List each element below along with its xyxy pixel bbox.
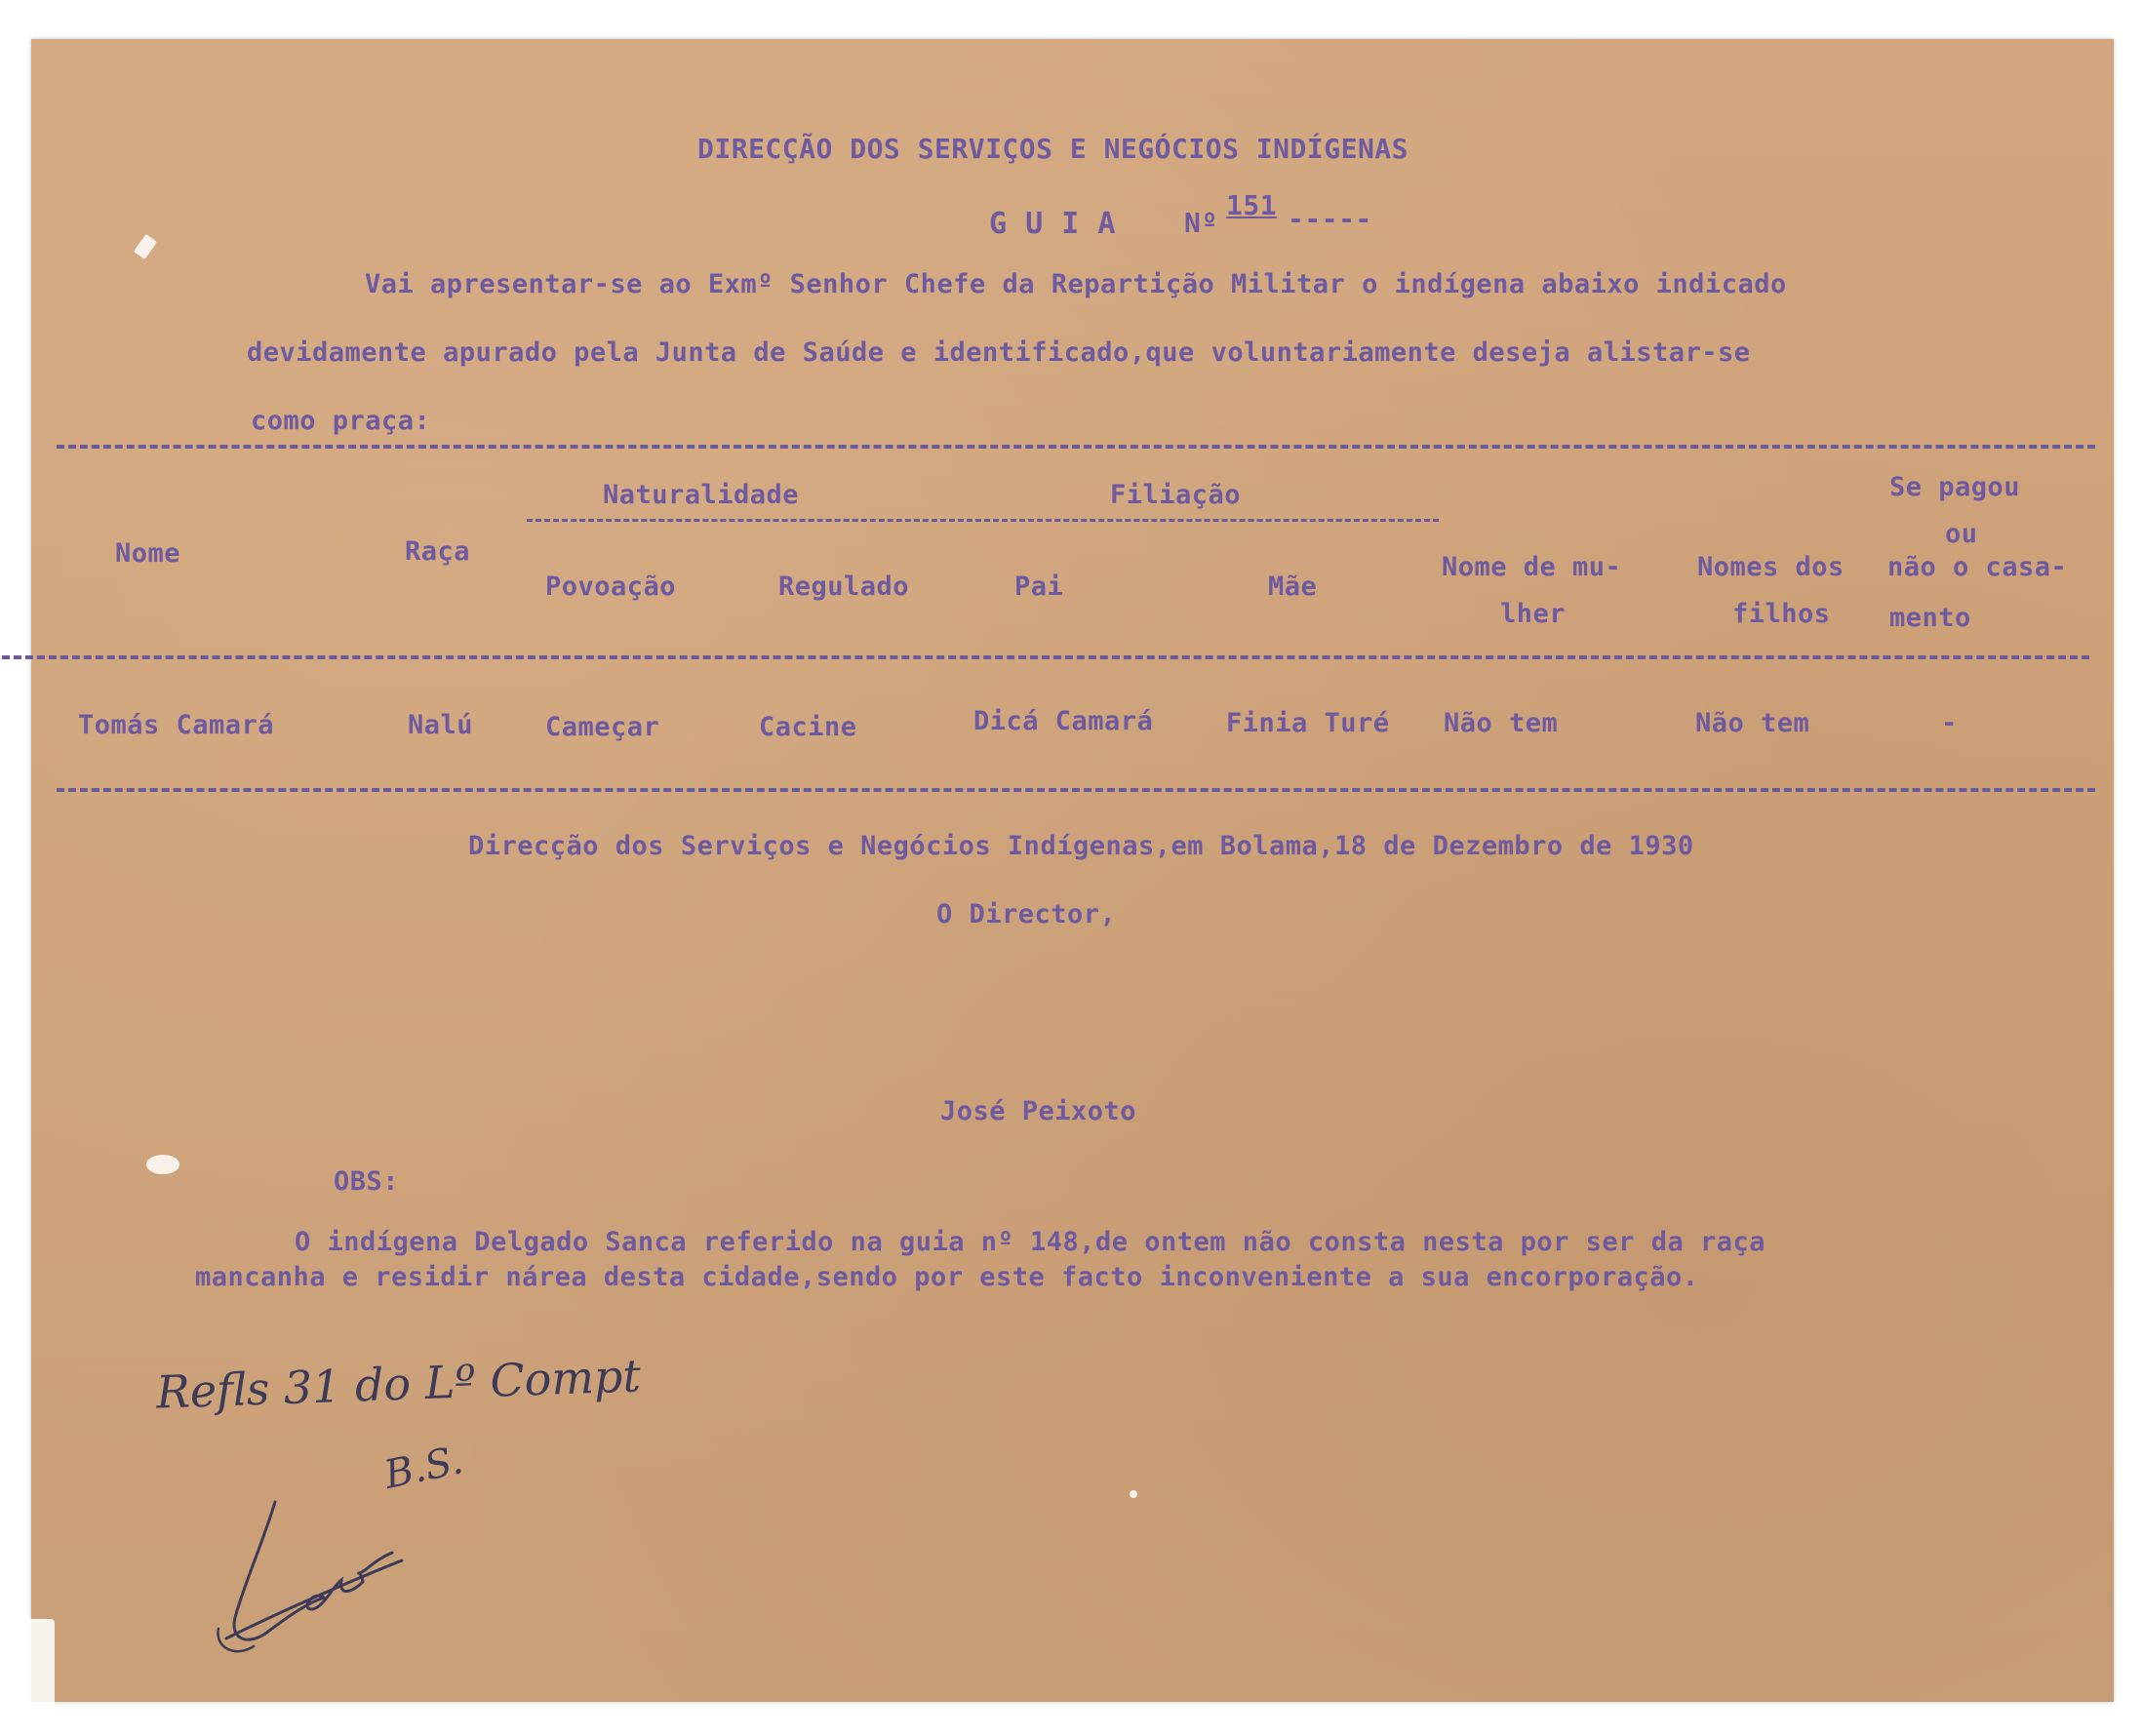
director-name: José Peixoto bbox=[940, 1096, 1137, 1126]
row-pago: - bbox=[1941, 708, 1958, 738]
row-mae: Finia Turé bbox=[1226, 708, 1390, 738]
header-povoacao: Povoação bbox=[545, 572, 677, 602]
group-header-rule bbox=[527, 519, 1439, 522]
handwritten-reference: Refls 31 do Lº Compt bbox=[155, 1349, 642, 1419]
row-povoacao: Cameçar bbox=[545, 712, 660, 742]
header-nome: Nome bbox=[115, 538, 181, 569]
obs-label: OBS: bbox=[334, 1166, 400, 1197]
header-pago-2: ou bbox=[1945, 519, 1978, 549]
row-filhos: Não tem bbox=[1695, 708, 1810, 738]
paper-blemish bbox=[146, 1155, 179, 1174]
row-regulado: Cacine bbox=[759, 712, 857, 742]
header-mulher-1: Nome de mu- bbox=[1442, 552, 1622, 582]
intro-line-2: devidamente apurado pela Junta de Saúde e identificado,que voluntariamente deseja alistar-se bbox=[247, 337, 1751, 368]
obs-line-1: O indígena Delgado Sanca referido na guia nº 148,de ontem não consta nesta por ser da raça bbox=[295, 1227, 1766, 1257]
header-naturalidade: Naturalidade bbox=[603, 480, 800, 510]
header-pago-3: não o casa- bbox=[1887, 552, 2068, 582]
header-raca: Raça bbox=[405, 536, 471, 567]
header-mae: Mãe bbox=[1268, 572, 1318, 602]
obs-line-2: mancanha e residir nárea desta cidade,sendo por este facto inconveniente a sua encorporação. bbox=[195, 1262, 1699, 1292]
header-bottom-rule bbox=[2, 655, 2089, 659]
row-mulher: Não tem bbox=[1444, 708, 1559, 738]
intro-line-1: Vai apresentar-se ao Exmº Senhor Chefe da Repartição Militar o indígena abaixo indicado bbox=[365, 269, 1787, 299]
row-raca: Nalú bbox=[408, 710, 474, 740]
row-nome: Tomás Camará bbox=[78, 710, 275, 740]
header-pai: Pai bbox=[1014, 572, 1064, 602]
guia-number-prefix: Nº bbox=[1184, 207, 1218, 239]
table-bottom-rule bbox=[57, 788, 2095, 792]
office-title: DIRECÇÃO DOS SERVIÇOS E NEGÓCIOS INDÍGENAS bbox=[697, 133, 1409, 165]
header-filhos-2: filhos bbox=[1732, 599, 1831, 629]
signature-mark bbox=[207, 1473, 431, 1677]
paper-blemish bbox=[134, 234, 157, 259]
guia-number: 151 bbox=[1226, 189, 1278, 221]
director-title: O Director, bbox=[936, 899, 1117, 929]
header-regulado: Regulado bbox=[778, 572, 910, 602]
header-mulher-2: lher bbox=[1500, 599, 1567, 629]
paper-edge-tear bbox=[25, 1619, 55, 1707]
header-pago-4: mento bbox=[1889, 603, 1971, 633]
table-top-rule bbox=[57, 445, 2095, 449]
row-pai: Dicá Camará bbox=[973, 706, 1154, 736]
guia-label: G U I A bbox=[989, 207, 1116, 241]
intro-line-3: como praça: bbox=[251, 406, 431, 436]
guia-number-line: ----- bbox=[1288, 203, 1372, 235]
handwritten-initials: B.S. bbox=[380, 1438, 467, 1498]
document-page bbox=[31, 39, 2114, 1702]
paper-blemish bbox=[1130, 1490, 1137, 1498]
header-filhos-1: Nomes dos bbox=[1697, 552, 1845, 582]
header-pago-1: Se pagou bbox=[1889, 472, 2021, 502]
place-date: Direcção dos Serviços e Negócios Indígenas,em Bolama,18 de Dezembro de 1930 bbox=[468, 831, 1694, 861]
header-filiacao: Filiação bbox=[1110, 480, 1242, 510]
